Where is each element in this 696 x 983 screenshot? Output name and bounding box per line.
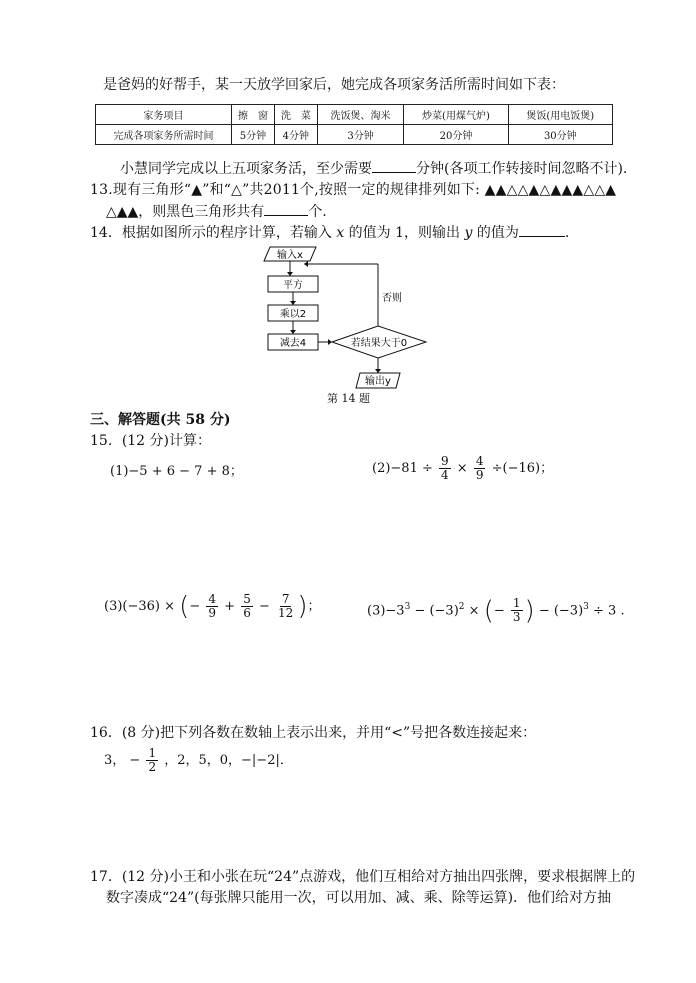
table-cell: 4分钟 — [274, 125, 317, 145]
question-16-numbers — [104, 746, 293, 776]
table-cell: 炒菜(用煤气炉) — [404, 105, 508, 125]
fraction — [511, 597, 523, 624]
fraction-numerator: 1 — [148, 746, 157, 760]
answer-blank — [264, 203, 308, 216]
else-label: 否则 — [382, 293, 402, 304]
question-17-line2: 数字凑成“24”(每张牌只能用一次，可以用加、减、乘、除等运算)．他们给对方抽 — [106, 890, 612, 906]
fraction-denominator: 2 — [148, 760, 157, 774]
table-cell: 煲饭(用电饭煲) — [508, 105, 612, 125]
fraction-numerator: 5 — [243, 592, 251, 606]
output-label: 输出y — [365, 376, 391, 387]
question-text: 分钟(各项工作转接时间忽略不计). — [416, 161, 628, 177]
flowchart-diagram — [260, 243, 450, 393]
question-13-line1: 13.现有三角形“▲”和“△”共2011个,按照一定的规律排列如下: ▲▲△△▲△▲▲▲△△▲ — [90, 182, 617, 198]
question-text: 小慧同学完成以上五项家务活，至少需要 — [120, 161, 372, 177]
math-text: ÷(−16)； — [491, 461, 554, 476]
multiply-label: 乘以2 — [279, 309, 307, 320]
table-cell: 完成各项家务所需时间 — [96, 125, 232, 145]
square-label: 平方 — [283, 280, 303, 291]
fraction — [146, 747, 158, 774]
arrow-head — [287, 272, 293, 276]
math-text: − — [189, 599, 201, 614]
table-cell: 5分钟 — [232, 125, 275, 145]
math-text: (3)(−36) × — [104, 599, 176, 614]
fraction — [474, 455, 486, 482]
answer-blank — [519, 224, 565, 237]
math-text: + — [224, 599, 236, 614]
arrow-head — [290, 330, 296, 334]
input-label: 输入x — [277, 250, 303, 261]
paren-close: ) — [524, 595, 535, 626]
math-text: (3)−3 — [367, 603, 405, 619]
table-cell: 家务项目 — [96, 105, 232, 125]
table-cell: 3分钟 — [317, 125, 404, 145]
table-row — [96, 125, 613, 145]
q15-part4 — [367, 592, 625, 626]
arrow-head — [375, 369, 381, 373]
fraction — [206, 593, 218, 620]
table-cell: 20分钟 — [404, 125, 508, 145]
question-text: 14．根据如图所示的程序计算，若输入 — [90, 225, 332, 241]
math-text: − — [493, 603, 505, 619]
math-text: ，2，5，0，−|−2|． — [164, 753, 293, 768]
math-text: (2)−81 ÷ — [372, 461, 433, 476]
q15-part3 — [104, 592, 320, 622]
fraction-denominator: 6 — [243, 606, 251, 620]
figure-caption: 第 14 题 — [327, 392, 370, 405]
fraction-numerator: 1 — [512, 596, 521, 611]
answer-blank — [372, 160, 416, 173]
math-text: − (−3) — [534, 603, 584, 619]
arrow-head — [290, 301, 296, 305]
paren-open: ( — [483, 595, 494, 626]
fraction-denominator: 9 — [208, 606, 217, 620]
exponent: 2 — [458, 602, 465, 612]
math-text: × — [464, 603, 480, 619]
fraction-denominator: 3 — [512, 610, 521, 625]
math-text: − (−3) — [410, 603, 459, 619]
fraction-numerator: 9 — [441, 454, 449, 468]
condition-label: 若结果大于0 — [350, 338, 408, 349]
question-text: △▲▲，则黑色三角形共有 — [106, 204, 265, 220]
table-cell: 擦 窗 — [232, 105, 275, 125]
fraction — [276, 593, 295, 620]
q15-part2 — [372, 454, 553, 484]
question-12-ask — [120, 160, 627, 178]
math-text: ； — [307, 599, 321, 614]
table-cell: 洗 菜 — [274, 105, 317, 125]
fraction-denominator: 9 — [475, 468, 484, 482]
math-text: 3， − — [104, 753, 141, 768]
question-text: 的值为 1，则输出 — [348, 225, 460, 241]
table-header-row — [96, 105, 613, 125]
exponent: 3 — [404, 602, 411, 612]
chores-table — [95, 104, 613, 145]
question-14 — [90, 224, 569, 242]
question-text: . — [564, 225, 570, 241]
variable-x: x — [336, 225, 345, 241]
paren-open: ( — [179, 591, 190, 622]
variable-y: y — [464, 225, 473, 241]
question-16-title: 16．(8 分)把下列各数在数轴上表示出来，并用“<”号把各数连接起来： — [90, 725, 537, 741]
question-text: 的值为 — [476, 225, 519, 241]
table-cell: 洗饭煲、淘米 — [317, 105, 404, 125]
fraction — [439, 455, 451, 482]
question-17-line1: 17．(12 分)小王和小张在玩“24”点游戏，他们互相给对方抽出四张牌，要求根据牌上的 — [90, 869, 636, 885]
math-text: × — [456, 461, 468, 476]
q15-part1: (1)−5 + 6 − 7 + 8； — [110, 464, 243, 479]
exponent: 3 — [583, 602, 589, 612]
intro-line: 是爸妈的好帮手，某一天放学回家后，她完成各项家务活所需时间如下表： — [103, 77, 565, 93]
fraction-numerator: 4 — [475, 454, 484, 468]
question-15-title: 15．(12 分)计算： — [90, 433, 212, 449]
section-3-title: 三、解答题(共 58 分) — [90, 412, 231, 428]
question-13-line2 — [106, 203, 327, 221]
paren-close: ) — [297, 591, 308, 622]
fraction — [241, 593, 253, 620]
fraction-denominator: 12 — [278, 606, 294, 620]
fraction-numerator: 4 — [208, 592, 217, 606]
subtract-label: 减去4 — [279, 338, 307, 349]
fraction-denominator: 4 — [441, 468, 449, 482]
math-text: − — [258, 599, 270, 614]
question-text: 个. — [308, 204, 327, 220]
math-text: ÷ 3 . — [588, 603, 625, 619]
fraction-numerator: 7 — [281, 592, 290, 606]
table-cell: 30分钟 — [508, 125, 612, 145]
arrow-head — [304, 261, 308, 267]
